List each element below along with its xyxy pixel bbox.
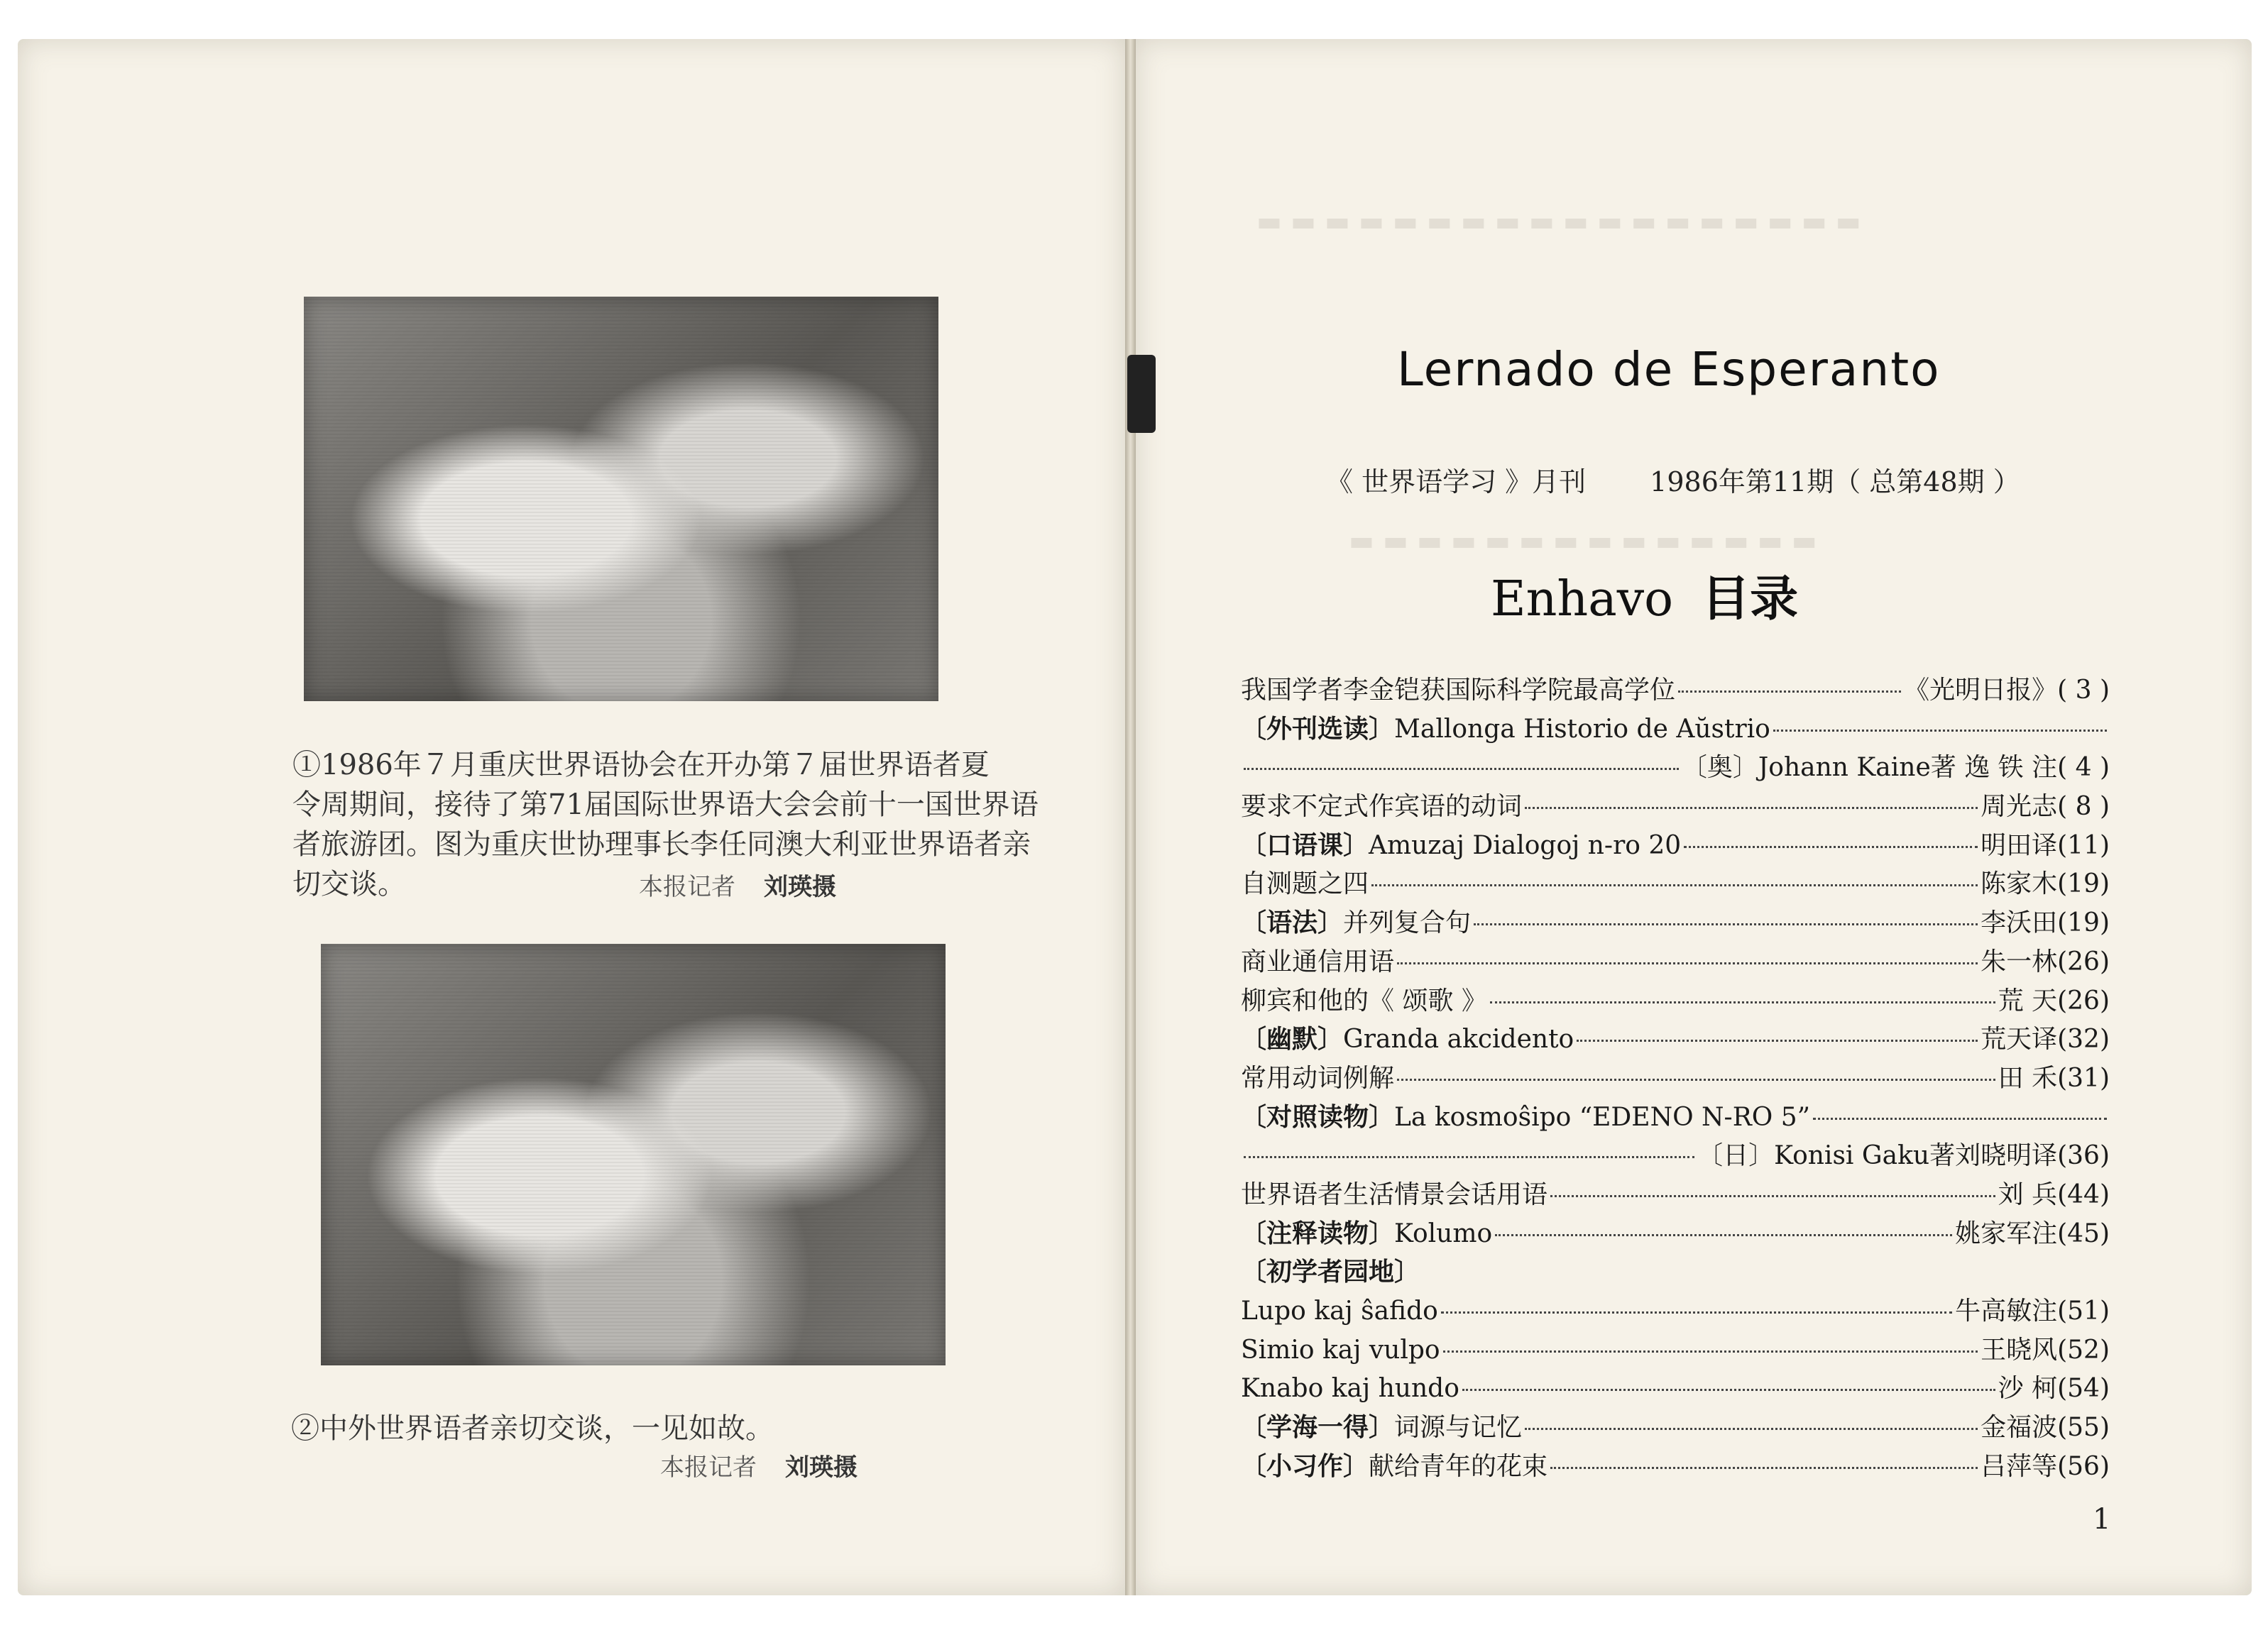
toc-entry <box>1241 942 2110 981</box>
toc-entry <box>1241 1019 2110 1058</box>
toc-section-label: 〔注释读物〕 <box>1241 1218 1395 1248</box>
toc-title: 要求不定式作宾语的动词 <box>1241 792 1523 822</box>
toc-title: La kosmoŝipo “EDENO N-RO 5” <box>1394 1102 1811 1132</box>
toc-leader-dots <box>1678 691 1901 693</box>
toc-title: 商业通信用语 <box>1241 947 1395 976</box>
toc-title: 自测题之四 <box>1241 869 1369 899</box>
caption-1-line: ①1986年７月重庆世界语协会在开办第７届世界语者夏 <box>292 749 990 781</box>
toc-title: Simio kaj vulpo <box>1241 1335 1440 1365</box>
toc-author-page: 吕萍等(56) <box>1981 1451 2110 1481</box>
toc-author-page: 牛高敏注(51) <box>1955 1297 2110 1326</box>
credit-name: 刘瑛摄 <box>785 1453 858 1482</box>
toc-entry <box>1241 1252 2110 1291</box>
contents-heading <box>1491 561 1798 629</box>
table-of-contents <box>1241 670 2110 1485</box>
toc-entry <box>1241 1368 2110 1407</box>
caption-2-text: ②中外世界语者亲切交谈，一见如故。 <box>291 1412 774 1445</box>
toc-section-label: 〔口语课〕 <box>1241 830 1369 860</box>
book-spine <box>1125 39 1136 1595</box>
toc-author-page: 荒 天(26) <box>1998 986 2110 1016</box>
toc-title: 词源与记忆 <box>1394 1413 1523 1443</box>
binding-mark <box>1127 355 1156 433</box>
contents-heading-eo: Enhavo <box>1491 571 1674 627</box>
journal-name: 《 世界语学习 》月刊 <box>1326 466 1587 497</box>
toc-leader-dots <box>1474 923 1978 925</box>
issue-line <box>1326 460 2020 499</box>
toc-author-page: 刘 兵(44) <box>1998 1179 2110 1209</box>
toc-author-page: 荒天译(32) <box>1981 1025 2110 1055</box>
credit-label: 本报记者 <box>639 873 735 901</box>
toc-title: Amuzaj Dialogoj n-ro 20 <box>1369 830 1682 860</box>
toc-entry <box>1241 1174 2110 1214</box>
toc-leader-dots <box>1443 1350 1978 1353</box>
toc-entry <box>1241 1097 2110 1136</box>
toc-title: 我国学者李金铠获国际科学院最高学位 <box>1241 676 1676 705</box>
toc-entry <box>1241 825 2110 864</box>
toc-author-page: 朱一林(26) <box>1981 947 2110 976</box>
caption-2 <box>291 1409 774 1448</box>
toc-leader-dots <box>1397 1079 1995 1081</box>
magazine-title: Lernado de Esperanto <box>1397 342 1941 397</box>
toc-section-label: 〔外刊选读〕 <box>1241 713 1395 744</box>
toc-entry <box>1241 1214 2110 1253</box>
show-through-text: ▬ ▬ ▬ ▬ ▬ ▬ ▬ ▬ ▬ ▬ ▬ ▬ ▬ ▬ <box>1349 525 1817 556</box>
credit-name: 刘瑛摄 <box>764 873 836 901</box>
toc-author-page: 周光志( 8 ) <box>1981 792 2110 822</box>
toc-section-label: 〔小习作〕 <box>1241 1451 1369 1481</box>
credit-label: 本报记者 <box>660 1453 757 1482</box>
contents-heading-zh: 目录 <box>1702 571 1799 627</box>
toc-title: 常用动词例解 <box>1241 1063 1395 1093</box>
toc-entry <box>1241 709 2110 748</box>
toc-leader-dots <box>1773 730 2107 732</box>
toc-leader-dots <box>1244 1156 1694 1158</box>
toc-leader-dots <box>1490 1001 1995 1003</box>
toc-entry <box>1241 1446 2110 1485</box>
toc-entry <box>1241 864 2110 903</box>
toc-leader-dots <box>1495 1234 1952 1236</box>
toc-entry <box>1241 1058 2110 1097</box>
toc-section-label: 〔初学者园地〕 <box>1241 1257 1420 1287</box>
caption-1-line: 切交谈。 <box>292 868 406 901</box>
toc-entry <box>1241 1291 2110 1330</box>
toc-author-page: 王晓风(52) <box>1981 1335 2110 1365</box>
toc-title: 世界语者生活情景会话用语 <box>1241 1179 1548 1209</box>
toc-leader-dots <box>1525 1428 1978 1430</box>
toc-entry <box>1241 903 2110 942</box>
toc-leader-dots <box>1525 807 1978 809</box>
page-number: 1 <box>2093 1503 2111 1536</box>
toc-section-label: 〔对照读物〕 <box>1241 1101 1395 1132</box>
caption-2-credit <box>660 1448 858 1482</box>
caption-1-credit <box>639 867 836 902</box>
caption-1-line: 令周期间，接待了第71届国际世界语大会会前十一国世界语 <box>292 788 1039 821</box>
toc-section-label: 〔学海一得〕 <box>1241 1412 1395 1443</box>
toc-author-page: 〔日〕Konisi Gaku著刘晓明译(36) <box>1697 1141 2110 1171</box>
toc-leader-dots <box>1550 1195 1995 1197</box>
toc-section-label: 〔语法〕 <box>1241 908 1344 938</box>
toc-leader-dots <box>1397 962 1978 964</box>
photo-2 <box>321 944 946 1365</box>
toc-title: 柳宾和他的《 颂歌 》 <box>1241 986 1487 1016</box>
toc-title: Lupo kaj ŝafido <box>1241 1297 1438 1326</box>
issue-number: 1986年第11期（ 总第48期 ） <box>1650 466 2020 497</box>
toc-entry <box>1241 747 2110 786</box>
toc-author-page: 李沃田(19) <box>1981 908 2110 938</box>
toc-leader-dots <box>1813 1118 2107 1120</box>
show-through-text: ▬ ▬ ▬ ▬ ▬ ▬ ▬ ▬ ▬ ▬ ▬ ▬ ▬ ▬ ▬ ▬ ▬ ▬ <box>1256 206 1861 237</box>
toc-leader-dots <box>1550 1467 1978 1469</box>
toc-author-page: 〔奥〕Johann Kaine著 逸 铁 注( 4 ) <box>1681 753 2110 783</box>
toc-title: 并列复合句 <box>1343 908 1472 938</box>
toc-author-page: 田 禾(31) <box>1998 1063 2110 1093</box>
toc-title: Granda akcidento <box>1343 1025 1574 1055</box>
toc-leader-dots <box>1684 846 1978 848</box>
toc-entry <box>1241 1407 2110 1446</box>
toc-title: Kolumo <box>1394 1218 1493 1248</box>
toc-title: Knabo kaj hundo <box>1241 1374 1459 1404</box>
toc-entry <box>1241 1135 2110 1174</box>
toc-title: Mallonga Historio de Aŭstrio <box>1394 714 1770 744</box>
toc-leader-dots <box>1371 884 1978 886</box>
toc-author-page: 沙 柯(54) <box>1998 1374 2110 1404</box>
toc-entry <box>1241 981 2110 1020</box>
toc-author-page: 明田译(11) <box>1981 830 2110 860</box>
toc-leader-dots <box>1462 1389 1995 1391</box>
toc-entry <box>1241 786 2110 825</box>
toc-author-page: 姚家军注(45) <box>1955 1218 2110 1248</box>
toc-author-page: 陈家木(19) <box>1981 869 2110 899</box>
photo-1 <box>304 297 938 701</box>
caption-1-line: 者旅游团。图为重庆世协理事长李任同澳大利亚世界语者亲 <box>292 828 1031 861</box>
toc-leader-dots <box>1577 1040 1978 1042</box>
toc-author-page: 金福波(55) <box>1981 1413 2110 1443</box>
toc-title: 献给青年的花束 <box>1369 1451 1548 1481</box>
toc-leader-dots <box>1441 1311 1952 1314</box>
toc-entry <box>1241 670 2110 709</box>
toc-leader-dots <box>1244 768 1679 770</box>
toc-entry <box>1241 1330 2110 1369</box>
toc-section-label: 〔幽默〕 <box>1241 1024 1344 1055</box>
toc-author-page: 《光明日报》( 3 ) <box>1904 676 2110 705</box>
